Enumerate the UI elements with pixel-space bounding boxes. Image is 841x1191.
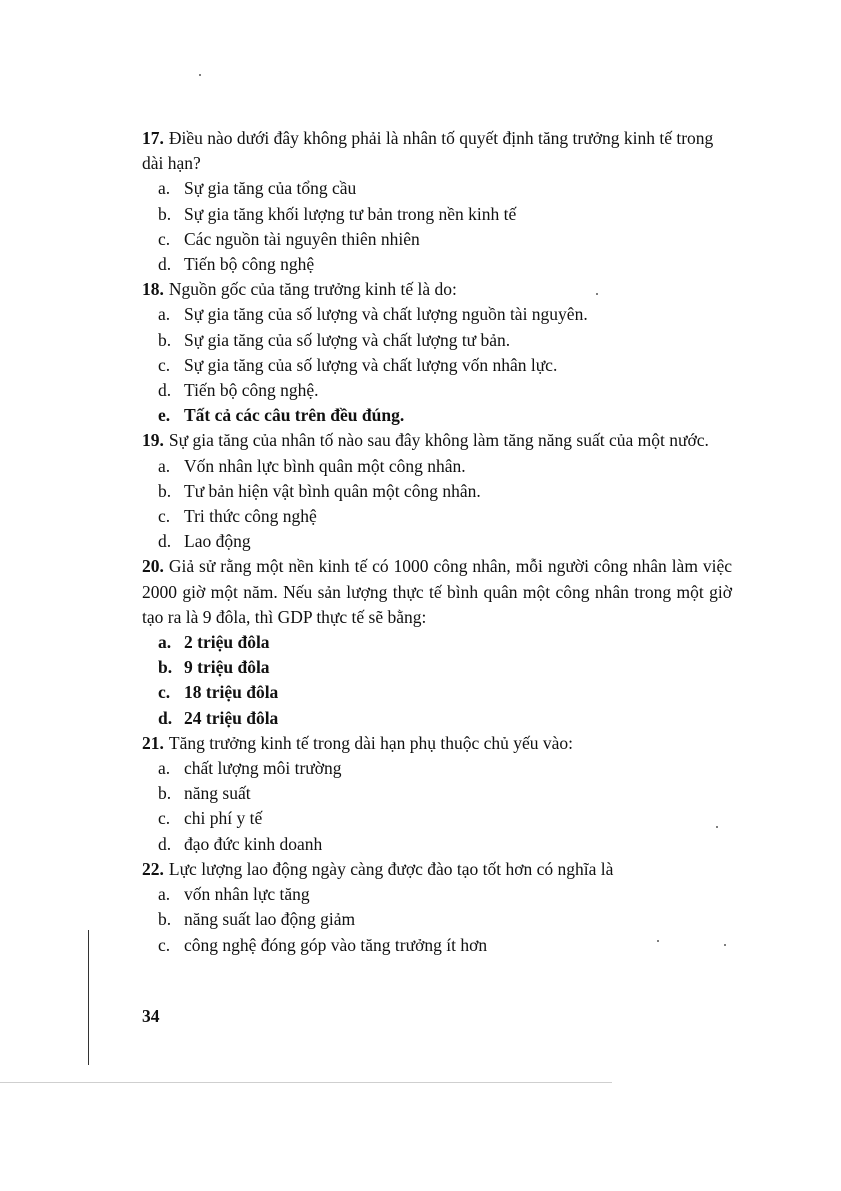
option-text: 18 triệu đôla <box>184 682 279 703</box>
answer-option <box>142 882 732 907</box>
question-18 <box>142 277 732 428</box>
option-text: đạo đức kinh doanh <box>184 833 323 854</box>
answer-option <box>142 832 732 857</box>
option-text: Tiến bộ công nghệ. <box>184 380 319 401</box>
option-letter: c. <box>158 682 171 703</box>
question-text: Giả sử rằng một nền kinh tế có 1000 công nhân, mỗi người công nhân làm việc 2000 giờ một năm. Nếu sản lượng thực tế bình quân một công nhân trong một giờ tạo ra là 9 đôla, thì GDP thực tế sẽ bằng: <box>142 556 732 627</box>
option-text: vốn nhân lực tăng <box>184 884 310 905</box>
question-stem <box>142 126 732 176</box>
answer-option <box>142 378 732 403</box>
question-stem <box>142 857 732 882</box>
option-text: Tất cả các câu trên đều đúng. <box>184 405 405 426</box>
answer-option <box>142 529 732 554</box>
answer-option <box>142 933 732 958</box>
option-text: Sự gia tăng của số lượng và chất lượng tư bản. <box>184 329 511 350</box>
option-text: 2 triệu đôla <box>184 632 270 653</box>
question-text: Điều nào dưới đây không phải là nhân tố quyết định tăng trưởng kinh tế trong dài hạn? <box>142 128 714 174</box>
option-text: Sự gia tăng của số lượng và chất lượng nguồn tài nguyên. <box>184 304 588 325</box>
option-text: công nghệ đóng góp vào tăng trưởng ít hơn <box>184 934 488 955</box>
answer-option <box>142 630 732 655</box>
question-text: Tăng trưởng kinh tế trong dài hạn phụ thuộc chủ yếu vào: <box>168 732 574 753</box>
question-20 <box>142 554 732 730</box>
answer-option <box>142 454 732 479</box>
option-letter: b. <box>158 329 172 350</box>
answer-option <box>142 756 732 781</box>
option-text: 9 triệu đôla <box>184 657 270 678</box>
question-17 <box>142 126 732 277</box>
option-letter: a. <box>158 455 171 476</box>
option-text: Tri thức công nghệ <box>184 506 317 527</box>
binding-edge-line <box>88 930 89 1065</box>
question-number: 21. <box>142 732 164 753</box>
option-letter: c. <box>158 934 171 955</box>
option-letter: c. <box>158 808 171 829</box>
question-stem <box>142 277 732 302</box>
option-letter: d. <box>158 707 173 728</box>
answer-option <box>142 680 732 705</box>
question-stem <box>142 554 732 630</box>
answer-option <box>142 907 732 932</box>
answer-option <box>142 302 732 327</box>
option-text: Sự gia tăng khối lượng tư bản trong nền kinh tế <box>184 203 517 224</box>
page-number: 34 <box>142 1006 160 1026</box>
answer-option <box>142 504 732 529</box>
option-text: Lao động <box>184 531 251 552</box>
option-text: chất lượng môi trường <box>184 758 342 779</box>
answer-option <box>142 806 732 831</box>
answer-option <box>142 353 732 378</box>
option-text: Tiến bộ công nghệ <box>184 254 315 275</box>
answer-option <box>142 252 732 277</box>
question-number: 22. <box>142 858 164 879</box>
option-text: Sự gia tăng của số lượng và chất lượng vốn nhân lực. <box>184 354 558 375</box>
option-letter: d. <box>158 254 172 275</box>
option-letter: d. <box>158 531 172 552</box>
answer-option <box>142 227 732 252</box>
option-letter: b. <box>158 480 172 501</box>
option-letter: b. <box>158 909 172 930</box>
option-letter: a. <box>158 884 171 905</box>
option-letter: a. <box>158 758 171 779</box>
option-text: chi phí y tế <box>184 808 263 829</box>
question-stem <box>142 731 732 756</box>
scan-bottom-edge <box>0 1082 612 1083</box>
option-letter: c. <box>158 228 171 249</box>
question-number: 19. <box>142 430 164 451</box>
option-letter: b. <box>158 657 173 678</box>
option-letter: d. <box>158 833 172 854</box>
question-text: Nguồn gốc của tăng trưởng kinh tế là do: <box>168 279 457 300</box>
answer-option <box>142 202 732 227</box>
question-number: 17. <box>142 128 164 148</box>
option-letter: e. <box>158 405 171 426</box>
option-text: Tư bản hiện vật bình quân một công nhân. <box>184 480 481 501</box>
question-number: 18. <box>142 279 164 300</box>
answer-option <box>142 176 732 201</box>
option-text: Các nguồn tài nguyên thiên nhiên <box>184 228 420 249</box>
answer-option <box>142 479 732 504</box>
question-text: Lực lượng lao động ngày càng được đào tạo tốt hơn có nghĩa là <box>168 858 614 879</box>
option-letter: b. <box>158 203 172 224</box>
answer-option <box>142 781 732 806</box>
question-list <box>142 126 732 958</box>
option-letter: c. <box>158 354 171 375</box>
option-text: năng suất <box>184 783 251 804</box>
answer-option <box>142 706 732 731</box>
question-number: 20. <box>142 556 164 577</box>
scan-speck <box>199 74 201 76</box>
question-stem <box>142 428 732 453</box>
option-text: năng suất lao động giảm <box>184 909 356 930</box>
option-letter: d. <box>158 380 172 401</box>
option-letter: a. <box>158 304 171 325</box>
question-22 <box>142 857 732 958</box>
option-text: Sự gia tăng của tổng cầu <box>184 178 357 199</box>
option-text: 24 triệu đôla <box>184 707 279 728</box>
question-19 <box>142 428 732 554</box>
answer-option <box>142 328 732 353</box>
question-21 <box>142 731 732 857</box>
answer-option <box>142 403 732 428</box>
option-letter: a. <box>158 178 171 199</box>
option-letter: a. <box>158 632 172 653</box>
question-text: Sự gia tăng của nhân tố nào sau đây không làm tăng năng suất của một nước. <box>168 430 709 451</box>
option-letter: c. <box>158 506 171 527</box>
answer-option <box>142 655 732 680</box>
option-text: Vốn nhân lực bình quân một công nhân. <box>184 455 466 476</box>
option-letter: b. <box>158 783 172 804</box>
